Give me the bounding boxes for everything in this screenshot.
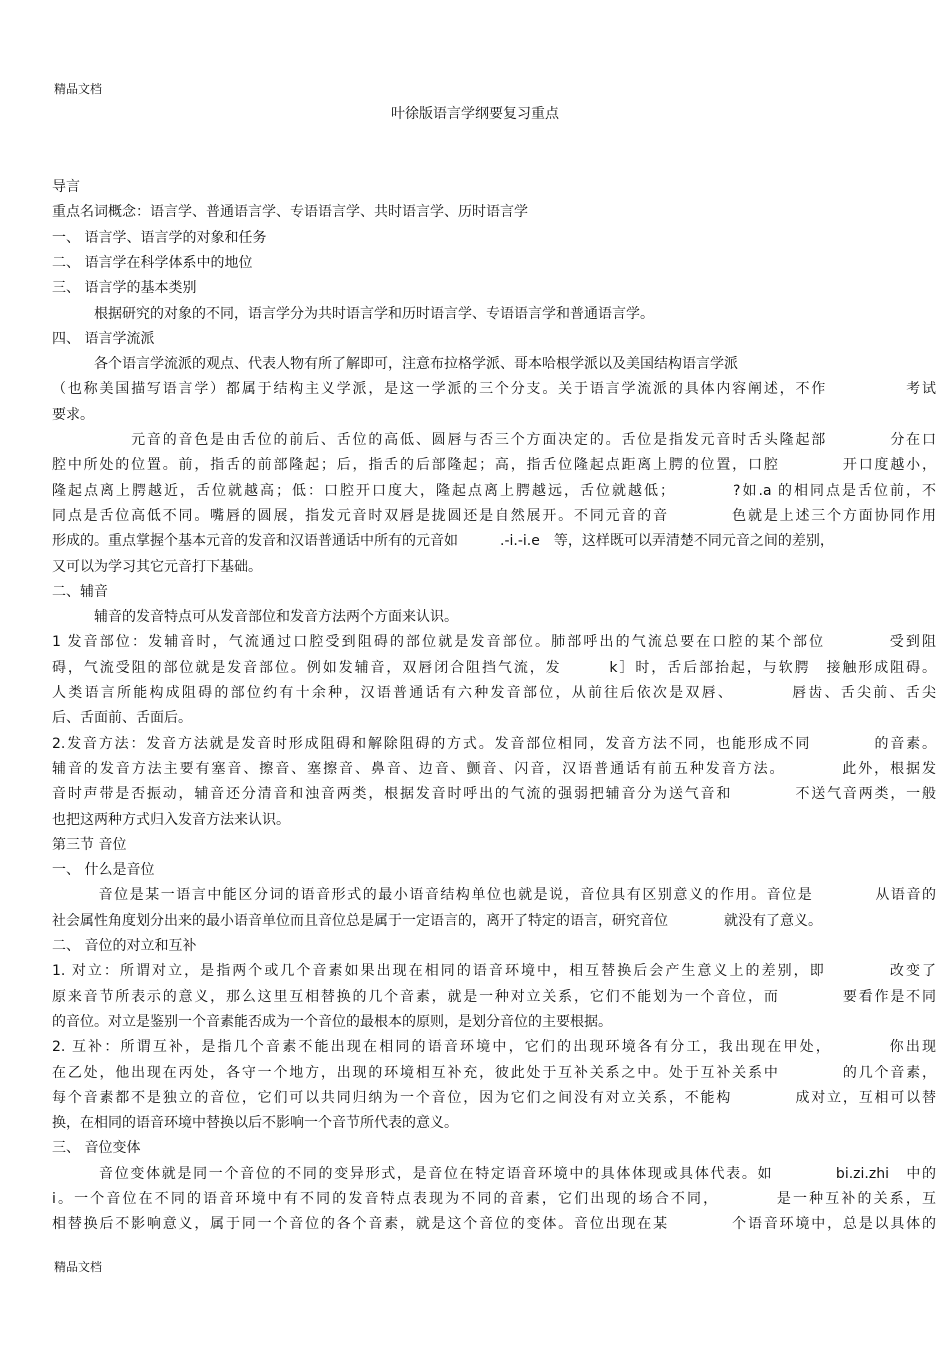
text-line: 三、 音位变体 <box>52 1140 141 1157</box>
text-line: 2. 互补：所谓互补，是指几个音素不能出现在相同的语音环境中，它们的出现环境各有分工，我出现在甲处， 你出现 <box>52 1039 936 1056</box>
text-line: 一、 什么是音位 <box>52 862 155 879</box>
text-line: 人类语言所能构成阻碍的部位约有十余种，汉语普通话有六种发音部位，从前往后依次是双唇、 唇齿、舌尖前、舌尖 <box>52 685 936 701</box>
text-line: 二、辅音 <box>52 583 108 600</box>
text-line: 碍，气流受阻的部位就是发音部位。例如发辅音，双唇闭合阻挡气流，发 k］时，舌后部抬起，与软腭 接触形成阻碍。 <box>52 659 936 676</box>
text-line: 形成的。重点掌握个基本元音的发音和汉语普通话中所有的元音如 .-i.-i.e 等，这样既可以弄清楚不同元音之间的差别， <box>52 533 834 550</box>
document-title: 叶徐版语言学纲要复习重点 <box>391 106 559 122</box>
page-header: 精品文档 <box>54 82 103 96</box>
text-line: 三、 语言学的基本类别 <box>52 280 197 297</box>
text-line: 1. 对立：所谓对立，是指两个或几个音素如果出现在相同的语音环境中，相互替换后会产生意义上的差别，即 改变了 <box>52 963 936 980</box>
text-line: 2.发音方法：发音方法就是发音时形成阻碍和解除阻碍的方式。发音部位相同，发音方法不同，也能形成不同 的音素。 <box>52 735 936 752</box>
text-line: 四、 语言学流派 <box>52 330 155 347</box>
text-line: i。一个音位在不同的语音环境中有不同的发音特点表现为不同的音素，它们出现的场合不同， 是一种互补的关系，互 <box>52 1191 936 1207</box>
text-line: 1 发音部位：发辅音时，气流通过口腔受到阻碍的部位就是发音部位。肺部呼出的气流总要在口腔的某个部位 受到阻 <box>52 634 936 651</box>
text-line: 每个音素都不是独立的音位，它们可以共同归纳为一个音位，因为它们之间没有对立关系，不能构 成对立，互相可以替 <box>52 1089 936 1106</box>
text-line: 换，在相同的语音环境中替换以后不影响一个音节所代表的意义。 <box>52 1115 458 1132</box>
text-line: 隆起点离上腭越近，舌位就越高；低：口腔开口度大，隆起点离上腭越远，舌位就越低； ?如.a 的相同点是舌位前，不 <box>52 482 936 499</box>
text-line: 又可以为学习其它元音打下基础。 <box>52 558 262 575</box>
text-line: 在乙处，他出现在丙处，各守一个地方，出现的环境相互补充，彼此处于互补关系之中。处于互补关系中 的几个音素， <box>52 1064 936 1081</box>
text-line: 社会属性角度划分出来的最小语音单位而且音位总是属于一定语言的，离开了特定的语言，研究音位 就没有了意义。 <box>52 912 822 929</box>
text-line: 后、舌面前、舌面后。 <box>52 710 192 727</box>
text-line: 音位变体就是同一个音位的不同的变异形式，是音位在特定语音环境中的具体体现或具体代表。如 bi.zi.zhi 中的 <box>52 1165 936 1182</box>
text-line: 重点名词概念：语言学、普通语言学、专语语言学、共时语言学、历时语言学 <box>52 204 528 221</box>
page-footer: 精品文档 <box>54 1260 103 1274</box>
text-line: 要求。 <box>52 406 94 423</box>
text-line: 原来音节所表示的意义，那么这里互相替换的几个音素，就是一种对立关系，它们不能划为一个音位，而 要看作是不同 <box>52 988 936 1005</box>
text-line: 一、 语言学、语言学的对象和任务 <box>52 229 267 246</box>
text-line: 同点是舌位高低不同。嘴唇的圆展，指发元音时双唇是拢圆还是自然展开。不同元音的音 色就是上述三个方面协同作用 <box>52 507 936 524</box>
text-line: 第三节 音位 <box>52 836 127 853</box>
text-line: 二、 音位的对立和互补 <box>52 938 197 954</box>
text-line: 导言 <box>52 179 80 195</box>
text-line: 元音的音色是由舌位的前后、舌位的高低、圆唇与否三个方面决定的。舌位是指发元音时舌头隆起部 分在口 <box>52 432 936 448</box>
text-line: 辅音的发音特点可从发音部位和发音方法两个方面来认识。 <box>52 609 458 626</box>
text-line: 也把这两种方式归入发音方法来认识。 <box>52 811 290 828</box>
text-line: 辅音的发音方法主要有塞音、擦音、塞擦音、鼻音、边音、颤音、闪音，汉语普通话有前五种发音方法。 此外，根据发 <box>52 760 936 777</box>
text-line: 音时声带是否振动，辅音还分清音和浊音两类，根据发音时呼出的气流的强弱把辅音分为送气音和 不送气音两类，一般 <box>52 786 936 803</box>
text-line: 各个语言学流派的观点、代表人物有所了解即可，注意布拉格学派、哥本哈根学派以及美国结构语言学派 <box>52 356 738 373</box>
text-line: 根据研究的对象的不同，语言学分为共时语言学和历时语言学、专语语言学和普通语言学。 <box>52 305 654 322</box>
text-line: 的音位。对立是鉴别一个音素能否成为一个音位的最根本的原则，是划分音位的主要根据。 <box>52 1013 612 1030</box>
text-line: （也称美国描写语言学）都属于结构主义学派，是这一学派的三个分支。关于语言学流派的具体内容阐述，不作 考试 <box>52 381 936 398</box>
text-line: 二、 语言学在科学体系中的地位 <box>52 254 253 271</box>
text-line: 腔中所处的位置。前，指舌的前部隆起；后，指舌的后部隆起；高，指舌位隆起点距离上腭的位置，口腔 开口度越小， <box>52 457 936 474</box>
text-line: 音位是某一语言中能区分词的语音形式的最小语音结构单位也就是说，音位具有区别意义的作用。音位是 从语音的 <box>52 887 936 904</box>
text-line: 相替换后不影响意义，属于同一个音位的各个音素，就是这个音位的变体。音位出现在某 个语音环境中，总是以具体的 <box>52 1216 936 1233</box>
